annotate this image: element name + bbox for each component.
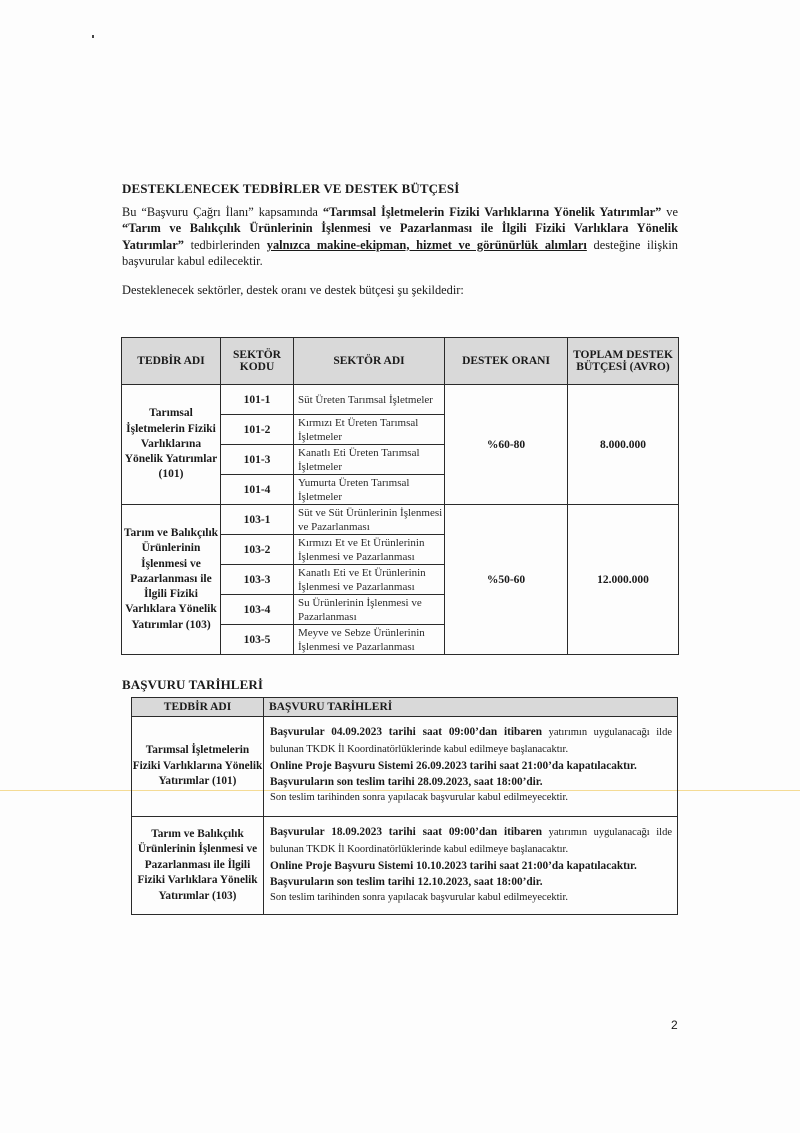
start-date: Başvurular 04.09.2023 tarihi saat 09:00’dan itibaren [270, 726, 543, 738]
intro-text-a: Bu “Başvuru Çağrı İlanı” kapsamında [122, 205, 323, 219]
tedbir-101: Tarımsal İşletmelerin Fiziki Varlıklarına Yönelik Yatırımlar (101) [132, 717, 264, 817]
late-note: Son teslim tarihinden sonra yapılacak başvurular kabul edilmeyecektir. [270, 892, 568, 903]
sector-code: 103-5 [221, 625, 294, 655]
scan-mark [92, 35, 94, 38]
sector-name: Meyve ve Sebze Ürünlerinin İşlenmesi ve Pazarlanması [294, 625, 445, 655]
table-row [122, 505, 679, 535]
intro-paragraph [122, 204, 678, 269]
sector-name: Süt ve Süt Ürünlerinin İşlenmesi ve Pazarlanması [294, 505, 445, 535]
sector-name: Kırmızı Et ve Et Ürünlerinin İşlenmesi ve Pazarlanması [294, 535, 445, 565]
start-date-detail: yatırımın uygulanacağı ilde bulunan TKDK İl Koordinatörlüklerinde kabul edilmeye başlanacaktır. [270, 827, 672, 855]
deadline: Başvuruların son teslim tarihi 28.09.2023, saat 18:00’dir. [270, 776, 543, 788]
online-close: Online Proje Başvuru Sistemi 26.09.2023 tarihi saat 21:00’da kapatılacaktır. [270, 760, 637, 772]
tedbir-103: Tarım ve Balıkçılık Ürünlerinin İşlenmesi ve Pazarlanması ile İlgili Fiziki Varlıklara Yönelik Yatırımlar (103) [122, 505, 221, 655]
dates-line [270, 824, 672, 858]
online-close: Online Proje Başvuru Sistemi 10.10.2023 tarihi saat 21:00’da kapatılacaktır. [270, 860, 637, 872]
dates-line [270, 724, 672, 758]
header-dates: BAŞVURU TARİHLERİ [264, 698, 678, 717]
sector-code: 101-1 [221, 385, 294, 415]
table-row [122, 385, 679, 415]
intro-text-c: ve [661, 205, 678, 219]
sector-name: Yumurta Üreten Tarımsal İşletmeler [294, 475, 445, 505]
tedbir-103: Tarım ve Balıkçılık Ürünlerinin İşlenmesi ve Pazarlanması ile İlgili Fiziki Varlıklara Yönelik Yatırımlar (103) [132, 817, 264, 915]
start-date: Başvurular 18.09.2023 tarihi saat 09:00’dan itibaren [270, 826, 543, 838]
sector-name: Su Ürünlerinin İşlenmesi ve Pazarlanması [294, 595, 445, 625]
tedbir-101: Tarımsal İşletmelerin Fiziki Varlıklarına Yönelik Yatırımlar (101) [122, 385, 221, 505]
sector-code: 101-2 [221, 415, 294, 445]
budget-101: 8.000.000 [568, 385, 679, 505]
header-sector-name: SEKTÖR ADI [294, 338, 445, 385]
page-number: 2 [671, 1018, 678, 1032]
support-table-header [122, 338, 679, 385]
sector-code: 101-3 [221, 445, 294, 475]
header-tedbir: TEDBİR ADI [122, 338, 221, 385]
sector-code: 103-2 [221, 535, 294, 565]
table-row [132, 817, 678, 915]
header-sector-code: SEKTÖR KODU [221, 338, 294, 385]
support-rate-101: %60-80 [445, 385, 568, 505]
sectors-intro: Desteklenecek sektörler, destek oranı ve destek bütçesi şu şekildedir: [122, 283, 464, 297]
dates-cell-101 [264, 717, 678, 817]
start-date-detail: yatırımın uygulanacağı ilde bulunan TKDK İl Koordinatörlüklerinde kabul edilmeye başlanacaktır. [270, 727, 672, 755]
intro-measure-101: “Tarımsal İşletmelerin Fiziki Varlıklarına Yönelik Yatırımlar” [322, 205, 662, 219]
section-title-support: DESTEKLENECEK TEDBİRLER VE DESTEK BÜTÇESİ [122, 181, 460, 196]
header-budget: TOPLAM DESTEK BÜTÇESİ (AVRO) [568, 338, 679, 385]
dates-cell-103 [264, 817, 678, 915]
sector-code: 103-4 [221, 595, 294, 625]
header-rate: DESTEK ORANI [445, 338, 568, 385]
deadline: Başvuruların son teslim tarihi 12.10.2023, saat 18:00’dir. [270, 876, 543, 888]
sector-code: 101-4 [221, 475, 294, 505]
intro-text-g: desteğine ilişkin başvurular kabul edilecektir. [122, 237, 678, 268]
sector-code: 103-1 [221, 505, 294, 535]
sector-name: Kanatlı Eti Üreten Tarımsal İşletmeler [294, 445, 445, 475]
sector-name: Kanatlı Eti ve Et Ürünlerinin İşlenmesi ve Pazarlanması [294, 565, 445, 595]
sector-name: Süt Üreten Tarımsal İşletmeler [294, 385, 445, 415]
section-title-dates: BAŞVURU TARİHLERİ [122, 677, 263, 692]
support-rate-103: %50-60 [445, 505, 568, 655]
intro-measure-103: “Tarım ve Balıkçılık Ürünlerinin İşlenmesi ve Pazarlanması ile İlgili Fiziki Varlıklara Yönelik Yatırımlar” [122, 221, 678, 252]
sector-code: 103-3 [221, 565, 294, 595]
sector-name: Kırmızı Et Üreten Tarımsal İşletmeler [294, 415, 445, 445]
dates-table [131, 697, 678, 915]
late-note: Son teslim tarihinden sonra yapılacak başvurular kabul edilmeyecektir. [270, 792, 568, 803]
intro-underlined-scope: yalnızca makine-ekipman, hizmet ve görünürlük alımları [266, 237, 587, 252]
header-tedbir: TEDBİR ADI [132, 698, 264, 717]
dates-table-header [132, 698, 678, 717]
budget-103: 12.000.000 [568, 505, 679, 655]
intro-text-e: tedbirlerinden [183, 237, 267, 252]
table-row [132, 717, 678, 817]
support-table [121, 337, 679, 655]
